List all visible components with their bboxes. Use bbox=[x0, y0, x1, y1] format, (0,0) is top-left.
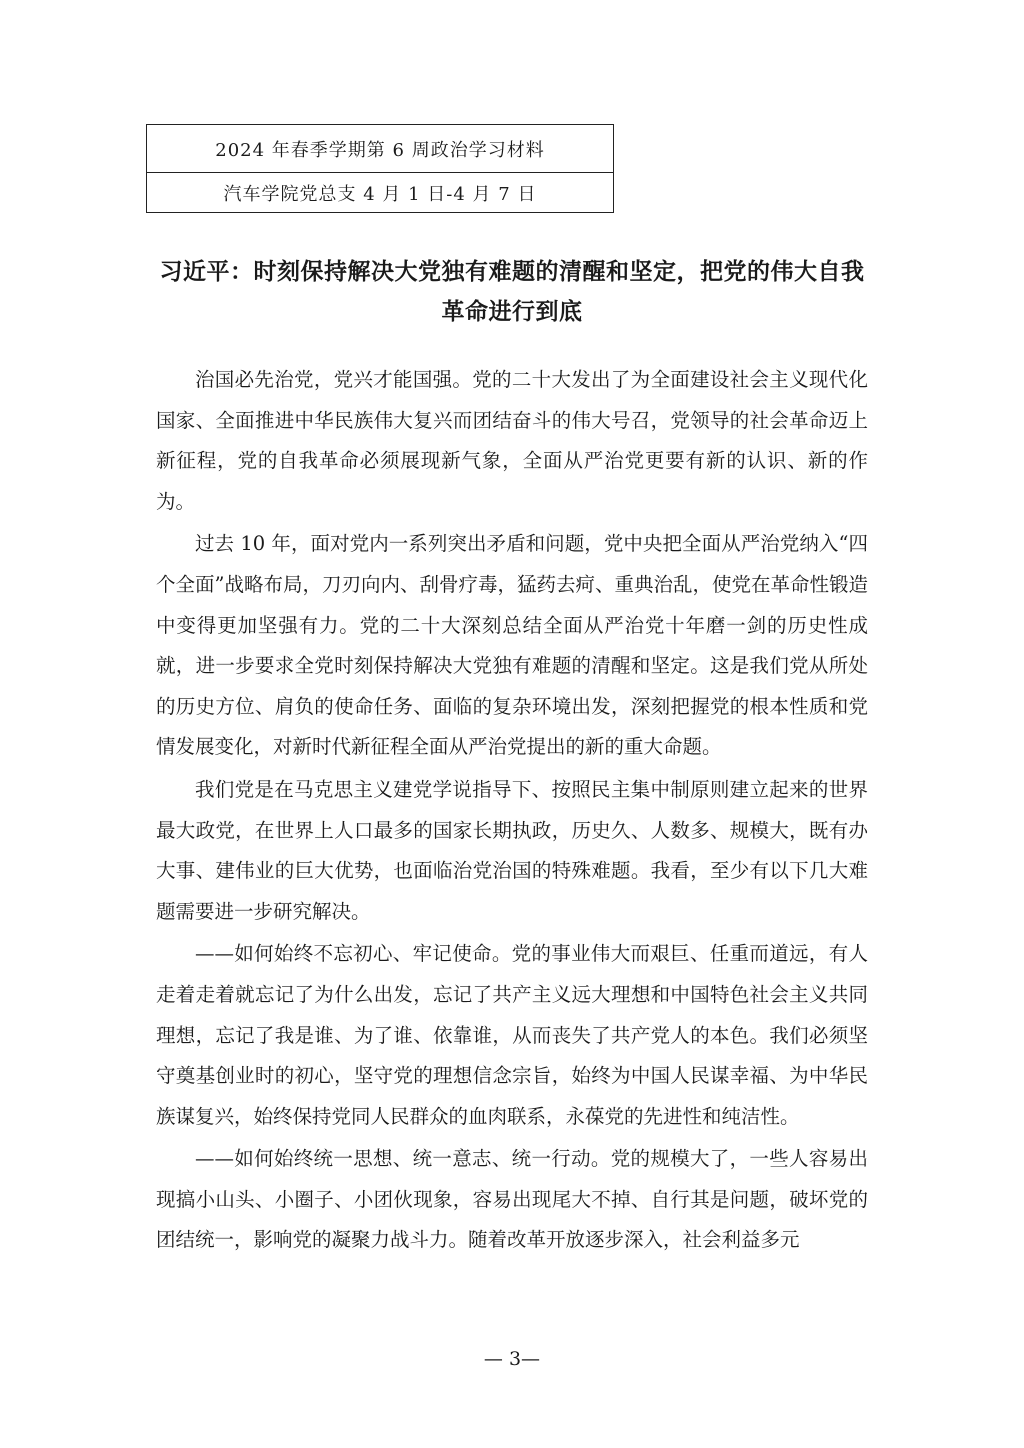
page-number: — 3— bbox=[483, 1348, 541, 1370]
header-table bbox=[146, 124, 614, 213]
header-title: 2024 年春季学期第 6 周政治学习材料 bbox=[147, 125, 614, 173]
paragraph: 过去 10 年，面对党内一系列突出矛盾和问题，党中央把全面从严治党纳入“四个全面”战略布局，刀刃向内、刮骨疗毒，猛药去疴、重典治乱，使党在革命性锻造中变得更加坚强有力。党的二十大深刻总结全面从严治党十年磨一剑的历史性成就，进一步要求全党时刻保持解决大党独有难题的清醒和坚定。这是我们党从所处的历史方位、肩负的使命任务、面临的复杂环境出发，深刻把握党的根本性质和党情发展变化，对新时代新征程全面从严治党提出的新的重大命题。 bbox=[156, 532, 868, 759]
article-body bbox=[156, 360, 868, 1263]
paragraph: ——如何始终不忘初心、牢记使命。党的事业伟大而艰巨、任重而道远，有人走着走着就忘记了为什么出发，忘记了共产主义远大理想和中国特色社会主义共同理想，忘记了我是谁、为了谁、依靠谁，从而丧失了共产党人的本色。我们必须坚守奠基创业时的初心，坚守党的理想信念宗旨，始终为中国人民谋幸福、为中华民族谋复兴，始终保持党同人民群众的血肉联系，永葆党的先进性和纯洁性。 bbox=[156, 942, 868, 1128]
header-subtitle: 汽车学院党总支 4 月 1 日-4 月 7 日 bbox=[147, 173, 614, 213]
paragraph: 我们党是在马克思主义建党学说指导下、按照民主集中制原则建立起来的世界最大政党，在世界上人口最多的国家长期执政，历史久、人数多、规模大，既有办大事、建伟业的巨大优势，也面临治党治国的特殊难题。我看，至少有以下几大难题需要进一步研究解决。 bbox=[156, 777, 868, 923]
paragraph: ——如何始终统一思想、统一意志、统一行动。党的规模大了，一些人容易出现搞小山头、小圈子、小团伙现象，容易出现尾大不掉、自行其是问题，破坏党的团结统一，影响党的凝聚力战斗力。随着改革开放逐步深入，社会利益多元 bbox=[156, 1147, 868, 1252]
article-title: 习近平：时刻保持解决大党独有难题的清醒和坚定，把党的伟大自我革命进行到底 bbox=[159, 259, 865, 325]
paragraph: 治国必先治党，党兴才能国强。党的二十大发出了为全面建设社会主义现代化国家、全面推进中华民族伟大复兴而团结奋斗的伟大号召，党领导的社会革命迈上新征程，党的自我革命必须展现新气象，全面从严治党更要有新的认识、新的作为。 bbox=[156, 368, 868, 513]
